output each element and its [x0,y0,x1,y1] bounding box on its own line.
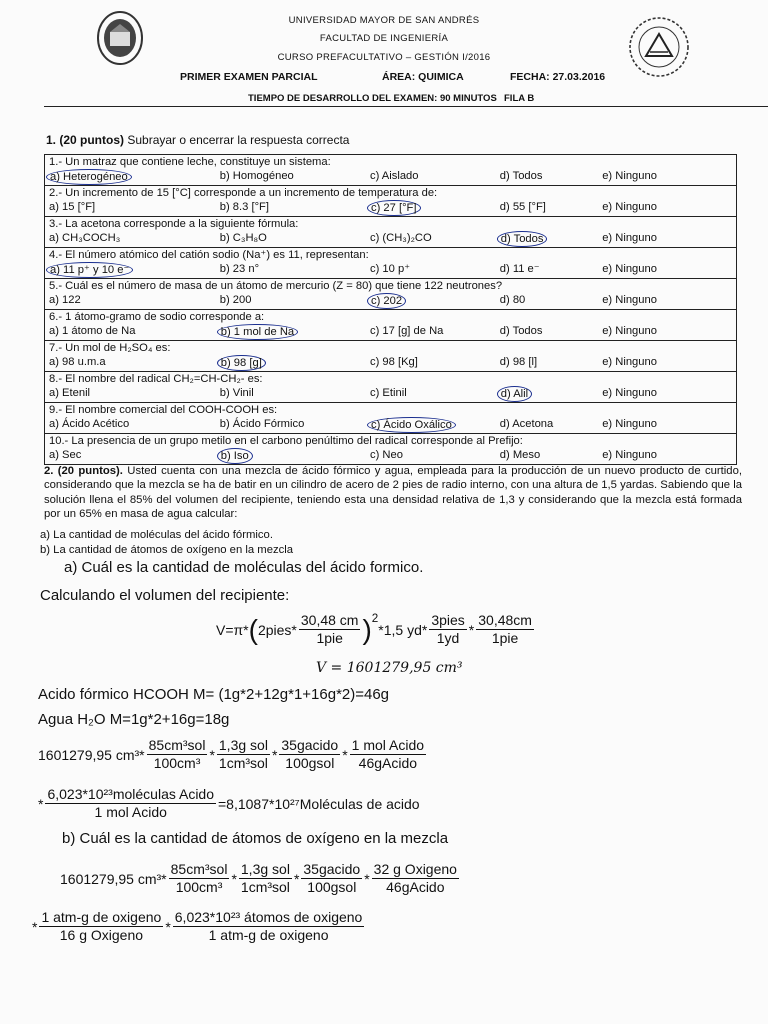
option-a[interactable]: a) 15 [°F] [49,201,96,213]
option-d[interactable]: d) 80 [499,294,526,306]
option-c[interactable]: c) 17 [g] de Na [370,325,444,337]
option-c-selected[interactable]: c) Ácido Oxálico [370,417,500,433]
question-row [45,372,737,387]
option-e[interactable]: e) Ninguno [602,418,657,430]
option-d[interactable]: d) 11 e⁻ [499,263,540,275]
option-c[interactable]: c) 98 [Kg] [370,356,418,368]
option-b[interactable]: b) Vinil [219,387,254,399]
option-b-selected[interactable]: b) 98 [g] [220,355,370,371]
option-d[interactable]: d) Meso [499,449,541,461]
options-row [45,231,737,248]
question-row [45,155,737,170]
question-text: 2.- Un incremento de 15 [°C] corresponde a un incremento de temperatura de: [45,186,737,201]
option-c[interactable]: c) (CH₃)₂CO [370,232,432,244]
fraction: $\frac{\text{85cm³sol}}{\text{100cm³}}$ [148,737,206,771]
calc-a-line1: 1601279,95 cm³* $\frac{\text{85cm³sol}}{\text{100cm³}}$ * $\frac{\text{1,3g sol}}{\text{1cm³sol}}$ * $\frac{\text{35gacido}}{\text{100gsol}}$ * $\frac{\text{1 mol Acido}}{\text{46gAcido}}$ [38,737,425,771]
exam-row: FILA B [504,93,535,104]
option-c[interactable]: c) Aislado [370,170,419,182]
question-row [45,248,737,263]
question-text: 1.- Un matraz que contiene leche, constituye un sistema: [45,155,737,170]
options-row [45,262,737,279]
option-d[interactable]: d) Todos [499,170,543,182]
options-row [45,200,737,217]
option-a[interactable]: a) 122 [49,294,81,306]
option-a[interactable]: a) 1 átomo de Na [49,325,136,337]
option-b-selected[interactable]: b) Iso [220,448,370,464]
fraction: $\frac{\text{35gacido}}{\text{100gsol}}$ [281,737,339,771]
question-2 [44,464,742,522]
option-a[interactable]: a) CH₃COCH₃ [49,232,121,244]
fraction: $\frac{\text{6,023*10²³ átomos de oxigeno}}{\text{1 atm-g de oxigeno}}$ [174,909,363,943]
options-row [45,324,737,341]
question-row [45,186,737,201]
question-1-number: 1. (20 puntos) [46,133,125,147]
fraction: $\frac{\text{32 g Oxigeno}}{\text{46gAcido}}$ [373,861,457,895]
option-e[interactable]: e) Ninguno [602,325,657,337]
fraction: $\frac{\text{1 mol Acido}}{\text{46gAcido}}$ [351,737,425,771]
question-text: 10.- La presencia de un grupo metilo en el carbono penúltimo del radical corresponde al Prefijo: [45,434,737,449]
question-2-number: 2. (20 puntos). [44,465,123,477]
option-e[interactable]: e) Ninguno [602,356,657,368]
exam-time: TIEMPO DE DESARROLLO DEL EXAMEN: 90 MINUTOS [248,93,497,104]
question-row [45,341,737,356]
solution-b-title: b) Cuál es la cantidad de átomos de oxígeno en la mezcla [62,830,449,847]
question-row [45,403,737,418]
option-a[interactable]: a) Etenil [49,387,91,399]
option-c-selected[interactable]: c) 202 [370,293,500,309]
option-e[interactable]: e) Ninguno [602,232,657,244]
option-a[interactable]: a) 98 u.m.a [49,356,106,368]
question-2-sub-b: b) La cantidad de átomos de oxígeno en la mezcla [40,544,294,556]
option-a[interactable]: a) Sec [49,449,82,461]
option-e[interactable]: e) Ninguno [602,387,657,399]
option-b[interactable]: b) Ácido Fórmico [219,418,305,430]
option-a[interactable]: a) Ácido Acético [49,418,130,430]
option-e[interactable]: e) Ninguno [602,294,657,306]
option-d[interactable]: d) 98 [l] [499,356,538,368]
option-b[interactable]: b) 200 [219,294,252,306]
option-e[interactable]: e) Ninguno [602,263,657,275]
question-row [45,310,737,325]
header-divider [44,106,768,107]
options-row [45,448,737,465]
options-row [45,293,737,310]
options-row [45,355,737,372]
fraction: $\frac{\text{1 atm-g de oxigeno}}{\text{16 g Oxigeno}}$ [41,909,162,943]
result-a: =8,1087*10²⁷Moléculas de acido [218,795,420,812]
question-text: 6.- 1 átomo-gramo de sodio corresponde a: [45,310,737,325]
question-2-sub-a: a) La cantidad de moléculas del ácido fórmico. [40,529,273,541]
option-a-selected[interactable]: a) Heterogéneo [49,169,220,185]
calc-a-line2: * $\frac{\text{6,023*10²³moléculas Acido}}{\text{1 mol Acido}}$ =8,1087*10²⁷Moléculas de acido [38,786,420,820]
option-b-selected[interactable]: b) 1 mol de Na [220,324,370,340]
fraction: $\frac{30,48 cm}{\text{1pie}}$ [300,612,359,646]
exam-title: PRIMER EXAMEN PARCIAL [180,71,318,83]
option-b[interactable]: b) Homogéneo [219,170,294,182]
question-text: 9.- El nombre comercial del COOH-COOH es: [45,403,737,418]
option-d[interactable]: d) 55 [°F] [499,201,546,213]
fraction: $\frac{\text{3pies}}{1yd}$ [431,612,465,646]
fraction: $\frac{\text{35gacido}}{\text{100gsol}}$ [303,861,361,895]
option-b[interactable]: b) 8.3 [°F] [219,201,269,213]
option-e[interactable]: e) Ninguno [602,170,657,182]
question-row [45,217,737,232]
question-text: 5.- Cuál es el número de masa de un átomo de mercurio (Z = 80) que tiene 122 neutrones? [45,279,737,294]
fraction: $\frac{\text{6,023*10²³moléculas Acido}}{\text{1 mol Acido}}$ [47,786,214,820]
question-1-table [44,154,737,465]
fraction: $\frac{30,48cm}{\text{1pie}}$ [478,612,532,646]
question-text: 7.- Un mol de H₂SO₄ es: [45,341,737,356]
fraction: $\frac{\text{85cm³sol}}{\text{100cm³}}$ [170,861,228,895]
calc-b-line2: * $\frac{\text{1 atm-g de oxigeno}}{\text{16 g Oxigeno}}$ * $\frac{\text{6,023*10²³ átomos de oxigeno}}{\text{1 atm-g de oxigeno}}$ [32,909,363,943]
course-name: CURSO PREFACULTATIVO – GESTIÓN I/2016 [277,52,491,63]
question-1-instruction: Subrayar o encerrar la respuesta correcta [127,133,350,147]
calc-b-line1: 1601279,95 cm³* $\frac{\text{85cm³sol}}{\text{100cm³}}$ * $\frac{\text{1,3g sol}}{\text{1cm³sol}}$ * $\frac{\text{35gacido}}{\text{100gsol}}$ * $\frac{\text{32 g Oxigeno}}{\text{46gAcido}}$ [60,861,457,895]
volume-title: Calculando el volumen del recipiente: [40,587,290,604]
question-text: 8.- El nombre del radical CH₂=CH-CH₂- es: [45,372,737,387]
fraction: $\frac{\text{1,3g sol}}{\text{1cm³sol}}$ [218,737,268,771]
options-row [45,386,737,403]
volume-result: V = 1601279,95 cm³ [316,660,463,676]
option-e[interactable]: e) Ninguno [602,201,657,213]
solution-a-title: a) Cuál es la cantidad de moléculas del ácido formico. [64,559,424,576]
option-a-selected[interactable]: a) 11 p⁺ y 10 e⁻ [49,262,220,278]
option-b[interactable]: b) 23 n° [219,263,260,275]
fraction: $\frac{\text{1,3g sol}}{\text{1cm³sol}}$ [240,861,290,895]
question-1-title [46,133,349,147]
university-name: UNIVERSIDAD MAYOR DE SAN ANDRÉS [288,15,480,26]
option-c[interactable]: c) Etinil [370,387,407,399]
exam-area: ÁREA: QUIMICA [382,71,464,83]
question-text: 3.- La acetona corresponde a la siguiente fórmula: [45,217,737,232]
option-b[interactable]: b) C₃H₈O [219,232,267,244]
question-row [45,279,737,294]
question-row [45,434,737,449]
option-d-selected[interactable]: d) Alil [500,386,602,402]
option-c[interactable]: c) Neo [370,449,403,461]
acid-molar-mass: Acido fórmico HCOOH M= (1g*2+12g*1+16g*2)=46g [38,686,390,703]
option-c-selected[interactable]: c) 27 [°F] [370,200,500,216]
option-d[interactable]: d) Acetona [499,418,554,430]
option-d-selected[interactable]: d) Todos [500,231,602,247]
option-c[interactable]: c) 10 p⁺ [370,263,411,275]
water-molar-mass: Agua H₂O M=1g*2+16g=18g [38,711,230,728]
faculty-name: FACULTAD DE INGENIERÍA [319,33,449,44]
volume-formula: V=π* ( 2pies* $\frac{30,48 cm}{\text{1pie}}$ ) $^2$ *1,5 yd* $\frac{\text{3pies}}{1yd}$ * $\frac{30,48cm}{\text{1pie}}$ [216,612,532,646]
question-text: 4.- El número atómico del catión sodio (Na⁺) es 11, representan: [45,248,737,263]
option-d[interactable]: d) Todos [499,325,543,337]
options-row [45,169,737,186]
question-2-text: Usted cuenta con una mezcla de ácido fórmico y agua, empleada para la producción de un nuevo producto de curtido, considerando que la mezcla se ha de batir en un cilindro de acero de 2 pies de radio interno, con una altura de 1,5 yardas. Sabiendo que la solución llena el 85% del volumen del recipiente, teniendo esta una densidad relativa de 1,3 y considerando que la mezcla está formada por un 65% en masa de agua calcular: [44,465,742,521]
exam-date: FECHA: 27.03.2016 [510,71,606,83]
option-e[interactable]: e) Ninguno [602,449,657,461]
options-row [45,417,737,434]
